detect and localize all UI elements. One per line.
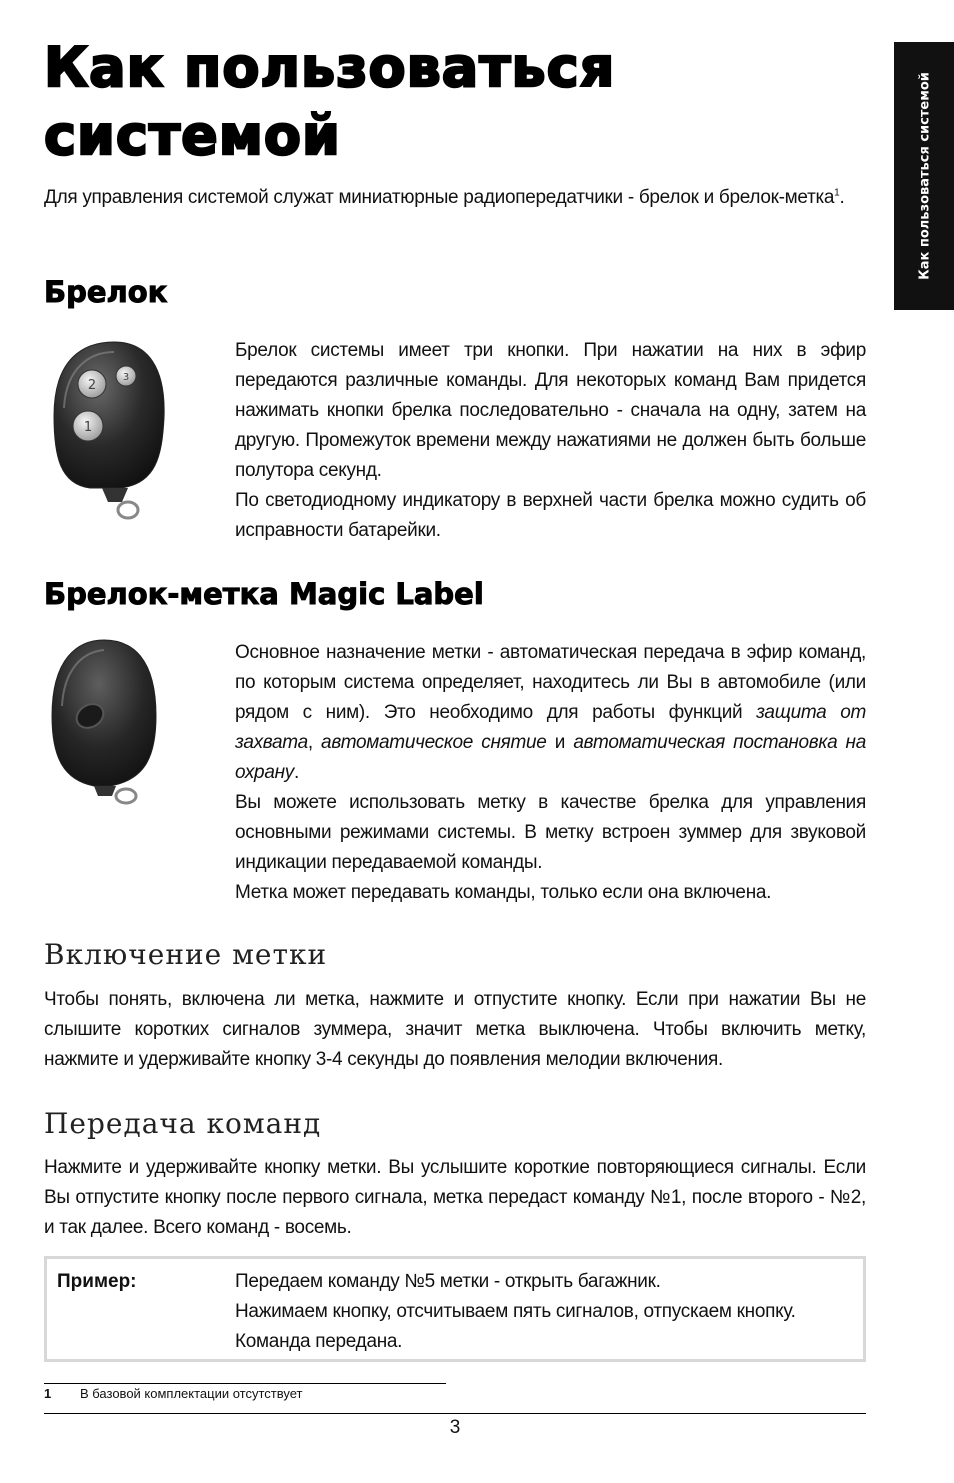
example-line-2: Нажимаем кнопку, отсчитываем пять сигналов, отпускаем кнопку. — [235, 1301, 796, 1322]
magic-label-paragraph-3: Метка может передавать команды, только если она включена. — [235, 882, 772, 903]
section-heading-commands: Передача команд — [44, 1107, 322, 1140]
side-tab-label: Как пользоваться системой — [917, 72, 933, 280]
intro-end: . — [839, 187, 845, 208]
fob-paragraph-2: По светодиодному индикатору в верхней части брелка можно судить об исправности батарейки. — [235, 490, 866, 541]
term-capture-protection: защита от захвата — [235, 702, 866, 753]
footnote-divider — [44, 1383, 446, 1384]
fob-button-1 — [73, 411, 103, 441]
fob-description — [235, 336, 866, 546]
term-auto-disarm: автоматическое снятие — [321, 732, 547, 753]
magic-label-paragraph-2: Вы можете использовать метку в качестве брелка для управления основными режимами системы. В метку встроен зуммер для звуковой индикации передаваемой команды. — [235, 792, 866, 873]
term-auto-arm: автоматическая постановка на охрану — [235, 732, 866, 783]
fob-paragraph-1: Брелок системы имеет три кнопки. При нажатии на них в эфир передаются различные команды. Для некоторых команд Вам придется нажимать кнопки брелка последовательно - сначала на одну, затем на другую. Промежуток времени между нажатиями не должен быть больше полутора секунд. — [235, 340, 866, 481]
section-heading-enable-tag: Включение метки — [44, 938, 328, 971]
section-heading-fob: Брелок — [44, 275, 168, 309]
footnote — [44, 1386, 302, 1402]
para1-text-b: , — [307, 732, 322, 753]
magic-label-paragraph-1 — [235, 638, 866, 788]
para1-text-a: Основное назначение метки - автоматическая передача в эфир команд, по которым система определяет, находитесь ли Вы в автомобиле (или рядом с ним). Это необходимо для работы функций — [235, 642, 866, 723]
side-section-tab — [894, 42, 954, 310]
fob-button-2 — [78, 370, 106, 398]
example-box — [44, 1256, 866, 1362]
example-label: Пример: — [57, 1271, 137, 1292]
example-steps — [235, 1267, 855, 1357]
magic-label-description — [235, 638, 866, 908]
magic-label-tag-image — [44, 636, 164, 812]
fob-button-3-label: 3 — [122, 372, 130, 383]
para1-text-c: и — [546, 732, 574, 753]
key-ring-icon — [116, 789, 136, 803]
page-footer-divider — [44, 1413, 866, 1414]
intro-paragraph — [44, 183, 866, 213]
footnote-text: В базовой комплектации отсутствует — [80, 1386, 303, 1401]
key-ring-icon — [118, 502, 138, 518]
para1-text-d: . — [293, 762, 299, 783]
enable-tag-paragraph: Чтобы понять, включена ли метка, нажмите и отпустите кнопку. Если при нажатии Вы не слышите коротких сигналов зуммера, значит метка выключена. Чтобы включить метку, нажмите и удерживайте кнопку 3-4 секунды до появления мелодии включения. — [44, 989, 866, 1070]
page-title: Как пользоваться системой — [44, 36, 616, 167]
commands-paragraph: Нажмите и удерживайте кнопку метки. Вы услышите короткие повторяющиеся сигналы. Если Вы отпустите кнопку после первого сигнала, метка передаст команду №1, после второго - №2, и так далее. Всего команд - восемь. — [44, 1157, 866, 1238]
footnote-number: 1 — [44, 1386, 52, 1401]
intro-text: Для управления системой служат миниатюрные радиопередатчики - брелок и брелок-метка — [44, 187, 835, 208]
three-button-key-fob-image — [44, 338, 174, 524]
page-number: 3 — [449, 1417, 461, 1438]
footnote-reference: 1 — [834, 187, 840, 199]
section-heading-magic-label: Брелок-метка Magic Label — [44, 577, 484, 611]
fob-button-2-label: 2 — [87, 378, 97, 393]
example-line-3: Команда передана. — [235, 1331, 403, 1352]
example-line-1: Передаем команду №5 метки - открыть багажник. — [235, 1271, 661, 1292]
fob-button-3 — [116, 366, 136, 386]
fob-button-1-label: 1 — [83, 420, 93, 435]
